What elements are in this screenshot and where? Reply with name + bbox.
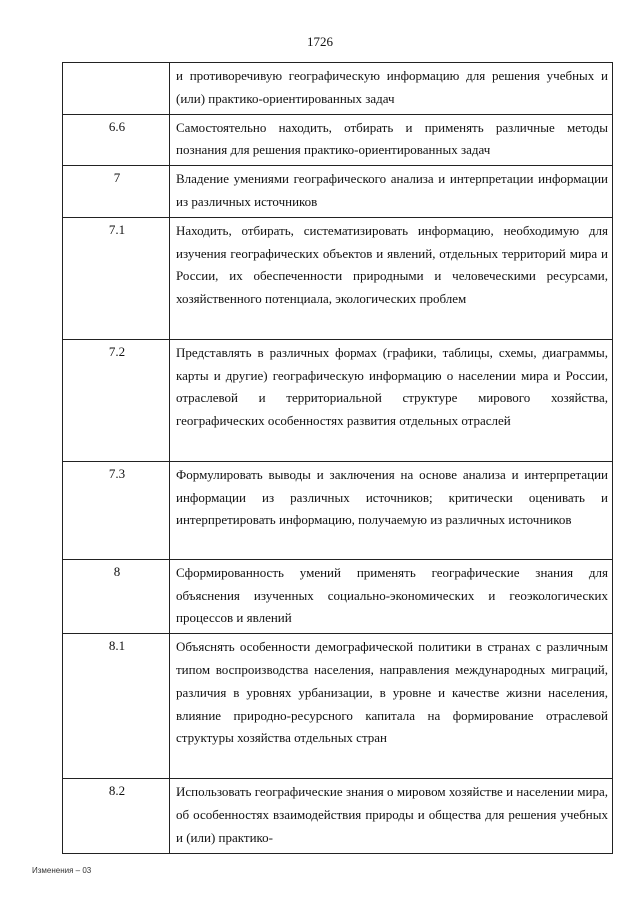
row-text: Формулировать выводы и заключения на основе анализа и интерпретации информации из различных источников; критически оценивать и интерпретировать информацию, получаемую из различных источников — [170, 461, 613, 559]
table-row — [63, 559, 613, 633]
row-number — [63, 63, 170, 115]
row-text: Использовать географические знания о мировом хозяйстве и населении мира, об особенностях взаимодействия природы и общества для решения учебных и (или) практико- — [170, 779, 613, 853]
table-row — [63, 217, 613, 339]
row-text: Представлять в различных формах (графики, таблицы, схемы, диаграммы, карты и другие) географическую информацию о населении мира и России, отраслевой и территориальной структуре мирового хозяйства, географических особенностях развития отдельных отраслей — [170, 339, 613, 461]
row-text: Находить, отбирать, систематизировать информацию, необходимую для изучения географических объектов и явлений, отдельных территорий мира и России, их обеспеченности природными и человеческими ресурсами, хозяйственного потенциала, экологических проблем — [170, 217, 613, 339]
row-text: и противоречивую географическую информацию для решения учебных и (или) практико-ориентированных задач — [170, 63, 613, 115]
row-number: 8.1 — [63, 634, 170, 779]
row-number: 8 — [63, 559, 170, 633]
page-number: 1726 — [307, 34, 333, 49]
table-row — [63, 779, 613, 853]
row-number: 7.3 — [63, 461, 170, 559]
row-text: Объяснять особенности демографической политики в странах с различным типом воспроизводства населения, направления международных миграций, различия в уровнях урбанизации, в уровне и качестве жизни населения, влияние природно-ресурсного капитала на формирование отраслевой структуры хозяйства отдельных стран — [170, 634, 613, 779]
row-number: 7 — [63, 166, 170, 218]
row-text: Самостоятельно находить, отбирать и применять различные методы познания для решения практико-ориентированных задач — [170, 114, 613, 166]
row-number: 7.1 — [63, 217, 170, 339]
row-number: 6.6 — [63, 114, 170, 166]
row-text: Сформированность умений применять географические знания для объяснения изученных социально-экономических и геоэкологических процессов и явлений — [170, 559, 613, 633]
row-number: 8.2 — [63, 779, 170, 853]
requirements-table — [62, 62, 613, 854]
table-row — [63, 461, 613, 559]
table-row — [63, 166, 613, 218]
revision-footer: Изменения – 03 — [32, 866, 92, 875]
table-row — [63, 63, 613, 115]
row-text: Владение умениями географического анализа и интерпретации информации из различных источников — [170, 166, 613, 218]
row-number: 7.2 — [63, 339, 170, 461]
table-row — [63, 634, 613, 779]
table-row — [63, 339, 613, 461]
table-row — [63, 114, 613, 166]
